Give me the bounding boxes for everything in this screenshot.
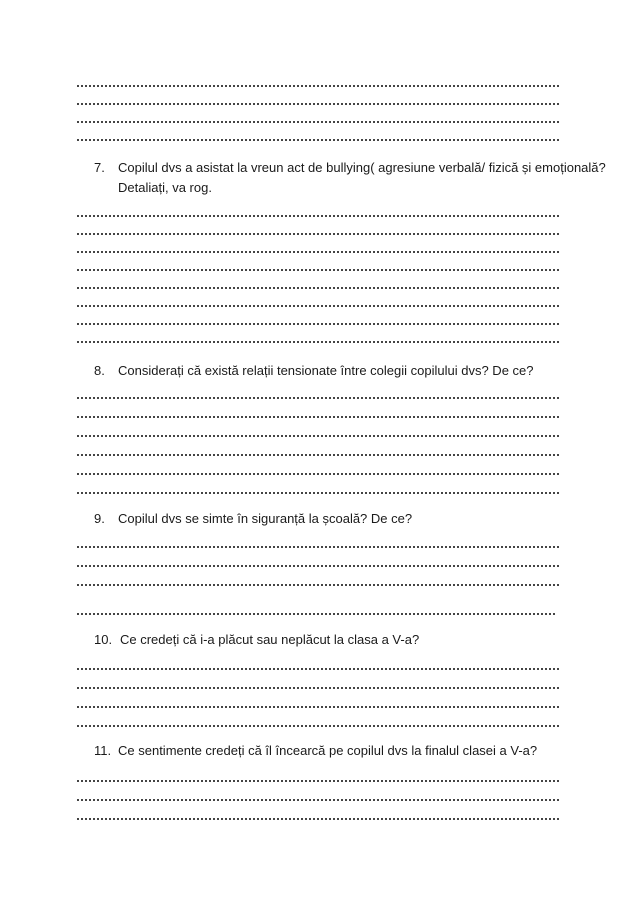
answer-line: [77, 341, 559, 343]
question-text: Considerați că există relații tensionate între colegii copilului dvs? De ce?: [118, 363, 534, 378]
answer-line: [77, 473, 559, 475]
answer-line: [77, 139, 559, 141]
question-text-line2: Detaliați, va rog.: [118, 180, 212, 195]
answer-line: [77, 103, 559, 105]
answer-line: [77, 725, 559, 727]
answer-line: [77, 668, 559, 670]
answer-line: [77, 584, 559, 586]
answer-line: [77, 85, 559, 87]
answer-line: [77, 397, 559, 399]
answer-line: [77, 287, 559, 289]
answer-line: [77, 269, 559, 271]
question-text: Ce sentimente credeți că îl încearcă pe copilul dvs la finalul clasei a V-a?: [118, 743, 538, 758]
question-number: 11.: [94, 743, 112, 758]
question-8: [94, 361, 534, 380]
question-number: 9.: [94, 511, 105, 526]
answer-line: [77, 492, 559, 494]
answer-line: [77, 454, 559, 456]
answer-line: [77, 323, 559, 325]
question-text: Ce credeți că i-a plăcut sau neplăcut la clasa a V-a?: [120, 632, 420, 647]
question-7-continuation: [118, 178, 212, 197]
answer-line: [77, 305, 559, 307]
answer-line: [77, 687, 559, 689]
question-text: Copilul dvs a asistat la vreun act de bullying( agresiune verbală/ fizică și emoțională?: [118, 160, 606, 175]
answer-line: [77, 565, 559, 567]
answer-line: [77, 435, 559, 437]
answer-line: [77, 233, 559, 235]
question-number: 7.: [94, 160, 105, 175]
answer-line: [77, 706, 559, 708]
answer-line: [77, 215, 559, 217]
answer-line: [77, 416, 559, 418]
answer-line: [77, 780, 559, 782]
question-7: [94, 158, 606, 177]
question-number: 8.: [94, 363, 105, 378]
answer-line: [77, 121, 559, 123]
answer-line: [77, 613, 555, 615]
answer-line: [77, 546, 559, 548]
question-9: [94, 509, 412, 528]
answer-line: [77, 799, 559, 801]
answer-line: [77, 818, 559, 820]
question-11: [94, 741, 537, 760]
question-text: Copilul dvs se simte în siguranță la școală? De ce?: [118, 511, 413, 526]
question-number: 10.: [94, 632, 113, 647]
answer-line: [77, 251, 559, 253]
question-10: [94, 630, 419, 649]
